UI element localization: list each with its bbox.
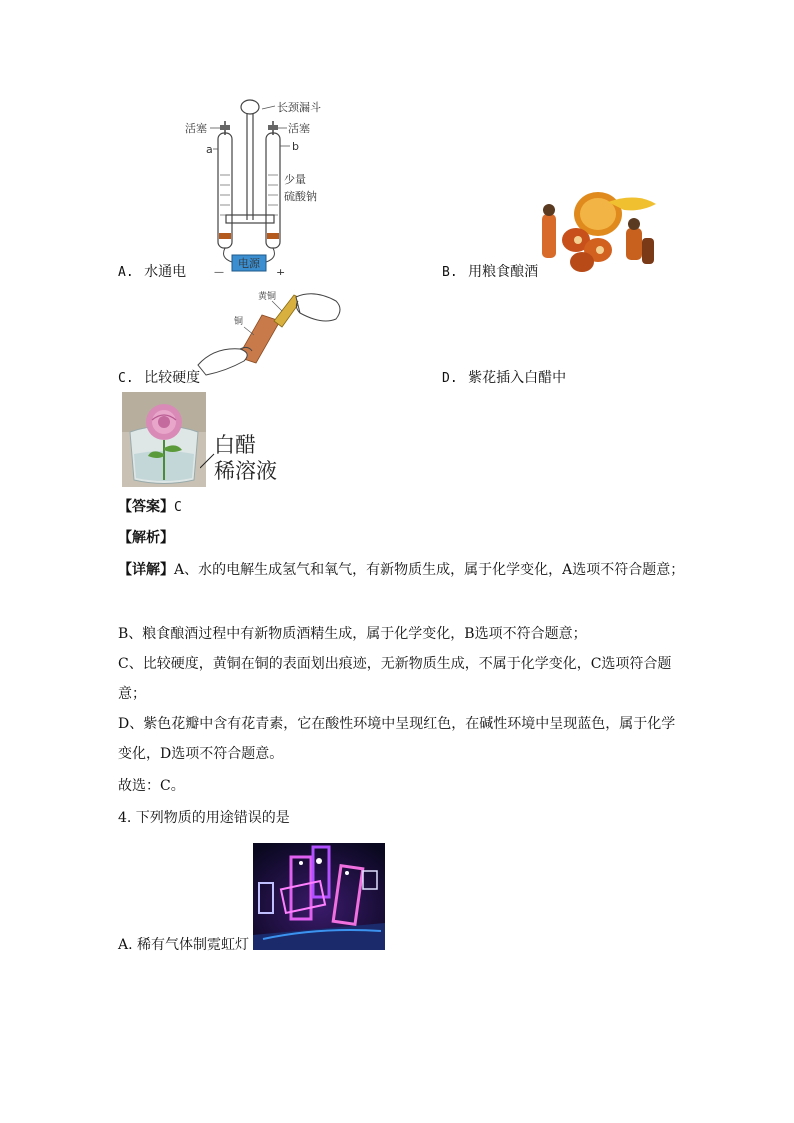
- detail-c: C、比较硬度，黄铜在铜的表面划出痕迹，无新物质生成，不属于化学变化，C选项符合题意；: [118, 656, 672, 702]
- copper-label: 铜: [234, 317, 244, 327]
- option-c: [118, 368, 200, 389]
- option-a-text: 水通电: [144, 264, 187, 280]
- option-c-text: 比较硬度: [144, 370, 201, 386]
- answer-label: 【答案】: [118, 499, 174, 515]
- electrolysis-figure: [180, 95, 370, 275]
- answer-line: [118, 497, 182, 518]
- option-d: [442, 368, 566, 389]
- brass-label: 黄铜: [258, 292, 277, 302]
- brewing-figure: [536, 192, 664, 274]
- option-a: [118, 262, 186, 283]
- vinegar-label-line2: 稀溶液: [214, 459, 277, 483]
- analysis-label: 【解析】: [118, 530, 174, 546]
- option-b: [442, 262, 538, 283]
- analysis-line: [118, 528, 174, 548]
- question-4-option-a: A. 稀有气体制霓虹灯: [118, 937, 250, 953]
- detail-d: D、紫色花瓣中含有花青素，它在酸性环境中呈现红色，在碱性环境中呈现蓝色，属于化学变化，D选项不符合题意。: [118, 716, 676, 762]
- option-b-letter: B.: [442, 265, 458, 280]
- minus-label: —: [214, 267, 224, 275]
- stopcock-left-label: 活塞: [185, 122, 207, 135]
- detail-b: B、粮食酿酒过程中有新物质酒精生成，属于化学变化，B选项不符合题意；: [118, 626, 587, 642]
- power-label: 电源: [238, 257, 260, 270]
- option-c-letter: C.: [118, 371, 134, 386]
- tube-b-label: b: [292, 140, 299, 153]
- option-d-letter: D.: [442, 371, 458, 386]
- question-4-stem: 4. 下列物质的用途错误的是: [118, 810, 290, 826]
- option-a-letter: A.: [118, 265, 134, 280]
- conclusion: 故选：C。: [118, 778, 185, 794]
- answer-value: C: [174, 500, 182, 515]
- option-b-text: 用粮食酿酒: [468, 264, 539, 280]
- additive-label-1: 少量: [284, 173, 306, 186]
- neon-photo: [253, 843, 385, 950]
- hardness-figure: [196, 287, 346, 377]
- detail-line-a: A、水的电解生成氢气和氧气，有新物质生成，属于化学变化，A选项不符合题意；: [174, 562, 685, 578]
- vinegar-label-line1: 白醋: [214, 433, 256, 457]
- vinegar-label: [214, 432, 277, 484]
- detail-label: 【详解】: [118, 562, 174, 578]
- tube-a-label: a: [206, 143, 213, 156]
- funnel-label: 长颈漏斗: [277, 101, 321, 114]
- detail-a: [118, 560, 684, 580]
- plus-label: +: [276, 266, 286, 275]
- stopcock-right-label: 活塞: [288, 122, 310, 135]
- additive-label-2: 硫酸钠: [284, 190, 317, 203]
- flower-photo: [122, 392, 206, 487]
- option-d-text: 紫花插入白醋中: [468, 370, 567, 386]
